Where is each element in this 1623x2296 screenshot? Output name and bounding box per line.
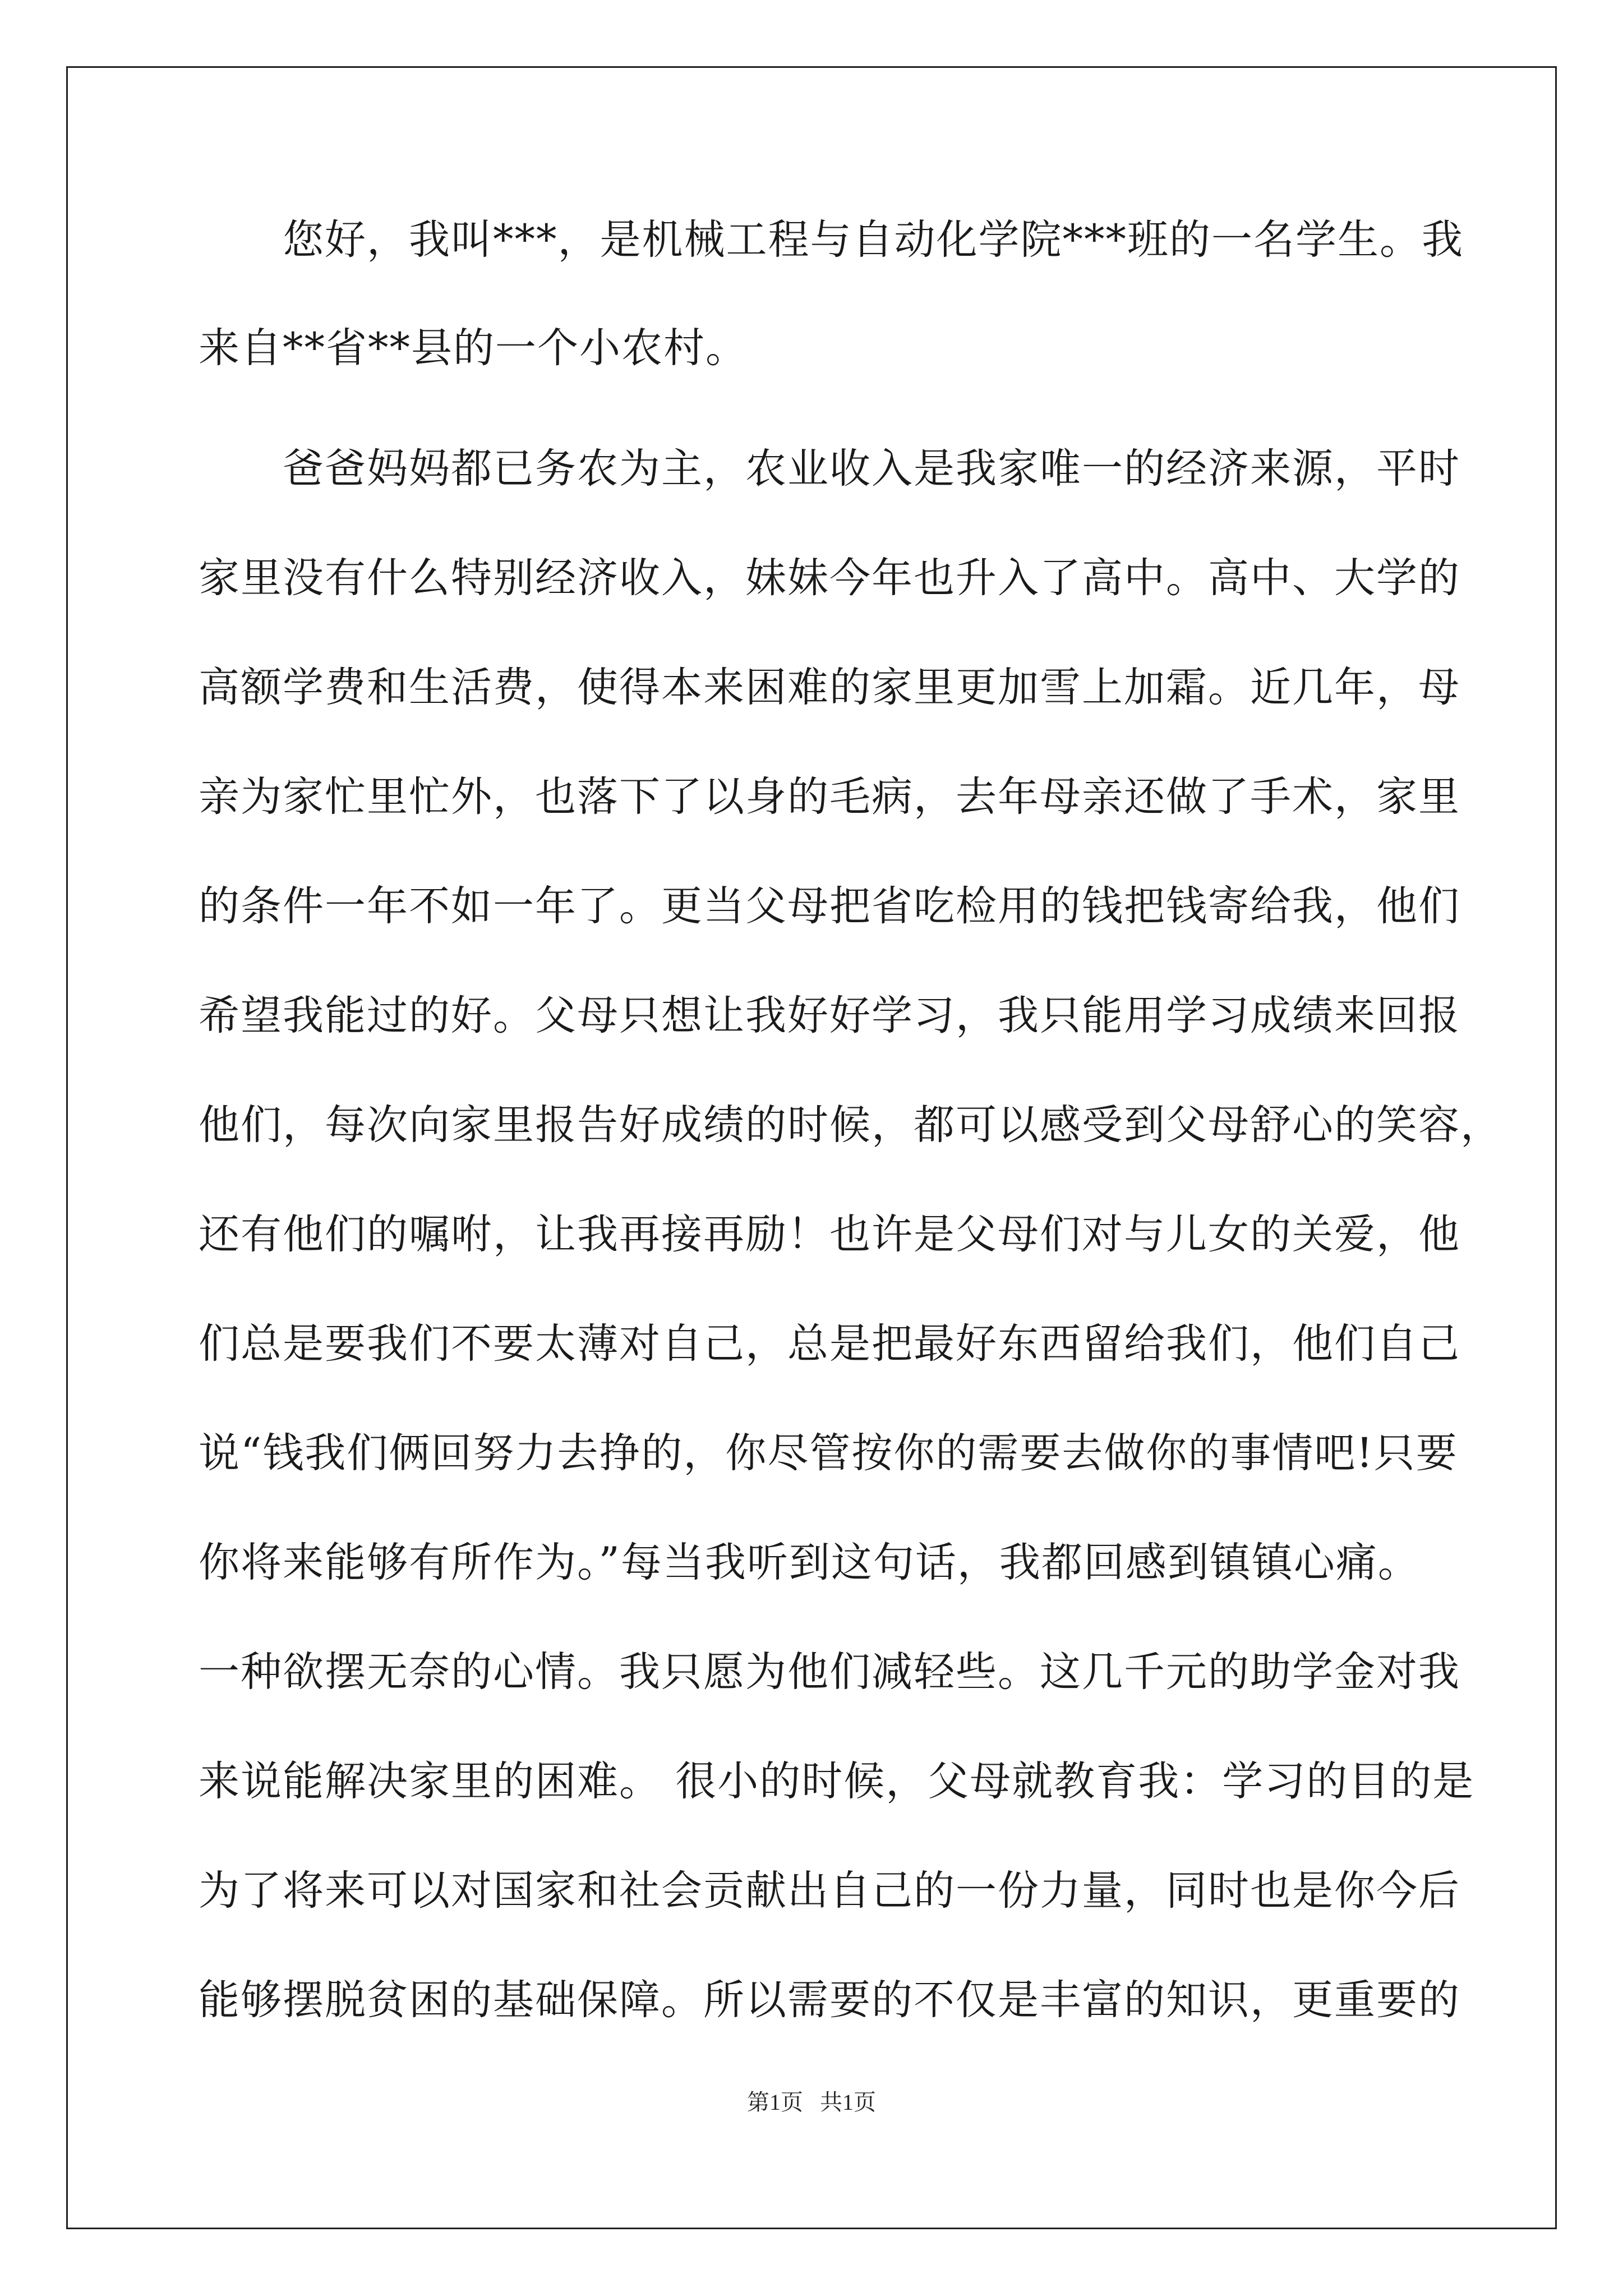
text-line: 爸爸妈妈都已务农为主，农业收入是我家唯一的经济来源，平时	[199, 445, 1460, 493]
text-line: 他们，每次向家里报告好成绩的时候，都可以感受到父母舒心的笑容，	[199, 1101, 1502, 1149]
text-line: 们总是要我们不要太薄对自己，总是把最好东西留给我们，他们自己	[199, 1320, 1460, 1368]
page-footer	[0, 2086, 1623, 2119]
text-line: 来自**省**县的一个小农村。	[199, 324, 748, 372]
text-line: 家里没有什么特别经济收入，妹妹今年也升入了高中。高中、大学的	[199, 554, 1460, 602]
page-number: 第1页 共1页	[747, 2090, 876, 2115]
text-line: 来说能解决家里的困难。 很小的时候，父母就教育我：学习的目的是	[199, 1757, 1475, 1805]
text-line: 亲为家忙里忙外，也落下了以身的毛病，去年母亲还做了手术，家里	[199, 773, 1460, 821]
text-line: 高额学费和生活费，使得本来困难的家里更加雪上加霜。近几年，母	[199, 664, 1460, 711]
text-line: 你将来能够有所作为。”每当我听到这句话，我都回感到镇镇心痛。	[199, 1539, 1420, 1586]
text-line: 为了将来可以对国家和社会贡献出自己的一份力量，同时也是你今后	[199, 1867, 1460, 1915]
text-line: 一种欲摆无奈的心情。我只愿为他们减轻些。这几千元的助学金对我	[199, 1648, 1460, 1696]
text-line: 的条件一年不如一年了。更当父母把省吃检用的钱把钱寄给我，他们	[199, 882, 1460, 930]
text-line: 能够摆脱贫困的基础保障。所以需要的不仅是丰富的知识，更重要的	[199, 1976, 1460, 2024]
text-line: 希望我能过的好。父母只想让我好好学习，我只能用学习成绩来回报	[199, 992, 1460, 1039]
text-line: 还有他们的嘱咐，让我再接再励！也许是父母们对与儿女的关爱，他	[199, 1211, 1460, 1258]
text-line: 您好，我叫***，是机械工程与自动化学院***班的一名学生。我	[199, 216, 1464, 264]
text-line: 说“钱我们俩回努力去挣的，你尽管按你的需要去做你的事情吧!只要	[199, 1429, 1458, 1477]
